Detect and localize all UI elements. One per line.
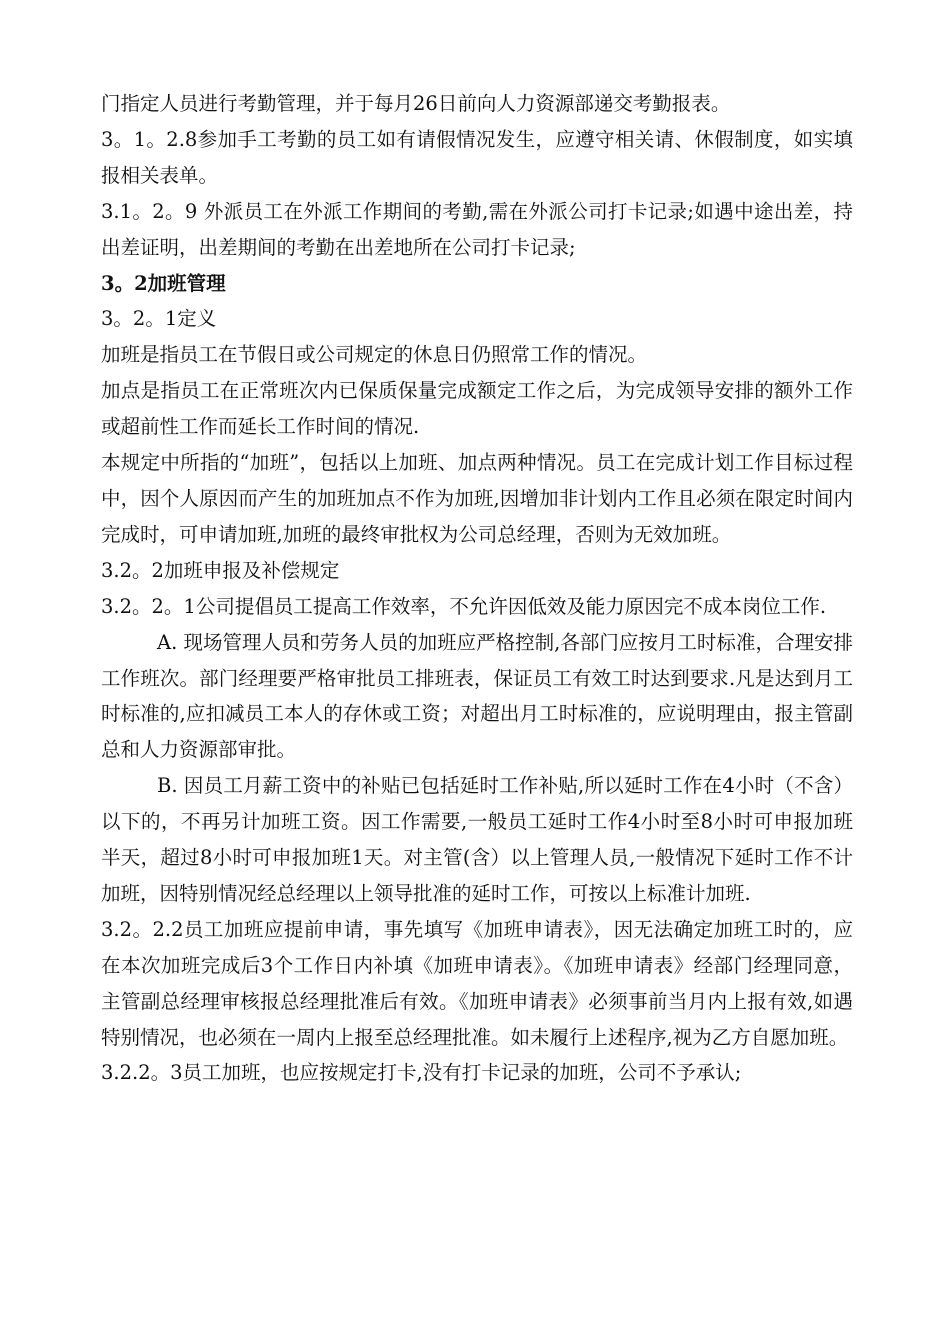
subheading-definition: 3。2。1定义 (101, 307, 217, 331)
paragraph-overtime-definition: 加班是指员工在节假日或公司规定的休息日仍照常工作的情况。 (101, 343, 648, 367)
subheading-overtime-compensation: 3.2。2加班申报及补偿规定 (101, 558, 340, 582)
paragraph-overtime-scope: 本规定中所指的“加班”，包括以上加班、加点两种情况。员工在完成计划工作目标过程中，因个人原因而产生的加班加点不作为加班,因增加非计划内工作且必须在限定时间内完成时，可申请加班,加班的最终审批权为公司总经理，否则为无效加班。 (101, 451, 853, 546)
paragraph-item-a: A. 现场管理人员和劳务人员的加班应严格控制,各部门应按月工时标准，合理安排工作班次。部门经理要严格审批员工排班表，保证员工有效工时达到要求.凡是达到月工时标准的,应扣减员工本人的存休或工资；对超出月工时标准的，应说明理由，报主管副总和人力资源部审批。 (101, 630, 853, 762)
paragraph-3-2-2-1: 3.2。2。1公司提倡员工提高工作效率，不允许因低效及能力原因完不成本岗位工作. (101, 594, 827, 618)
paragraph-item-b: B. 因员工月薪工资中的补贴已包括延时工作补贴,所以延时工作在4小时（不含）以下的，不再另计加班工资。因工作需要,一般员工延时工作4小时至8小时可申报加班半天，超过8小时可申报加班1天。对主管(含）以上管理人员,一般情况下延时工作不计加班，因特别情况经总经理以上领导批准的延时工作，可按以上标准计加班. (101, 774, 853, 905)
paragraph-3-1-2-8: 3。1。2.8参加手工考勤的员工如有请假情况发生，应遵守相关请、休假制度，如实填报相关表单。 (101, 127, 853, 187)
paragraph-3-2-2-3: 3.2.2。3员工加班，也应按规定打卡,没有打卡记录的加班，公司不予承认; (101, 1061, 742, 1085)
paragraph-3-1-2-9: 3.1。2。9 外派员工在外派工作期间的考勤,需在外派公司打卡记录;如遇中途出差，持出差证明，出差期间的考勤在出差地所在公司打卡记录; (101, 199, 853, 259)
paragraph-attendance-report: 门指定人员进行考勤管理，并于每月26日前向人力资源部递交考勤报表。 (101, 92, 731, 115)
section-heading-overtime: 3。2加班管理 (101, 271, 226, 295)
paragraph-3-2-2-2: 3.2。2.2员工加班应提前申请，事先填写《加班申请表》，因无法确定加班工时的，应在本次加班完成后3个工作日内补填《加班申请表》。《加班申请表》经部门经理同意，主管副总经理审核报总经理批准后有效。《加班申请表》必须事前当月内上报有效,如遇特别情况，也必须在一周内上报至总经理批准。如未履行上述程序,视为乙方自愿加班。 (101, 917, 853, 1049)
document-body (101, 86, 853, 1091)
paragraph-extra-hours-definition: 加点是指员工在正常班次内已保质保量完成额定工作之后，为完成领导安排的额外工作或超前性工作而延长工作时间的情况. (101, 379, 853, 439)
